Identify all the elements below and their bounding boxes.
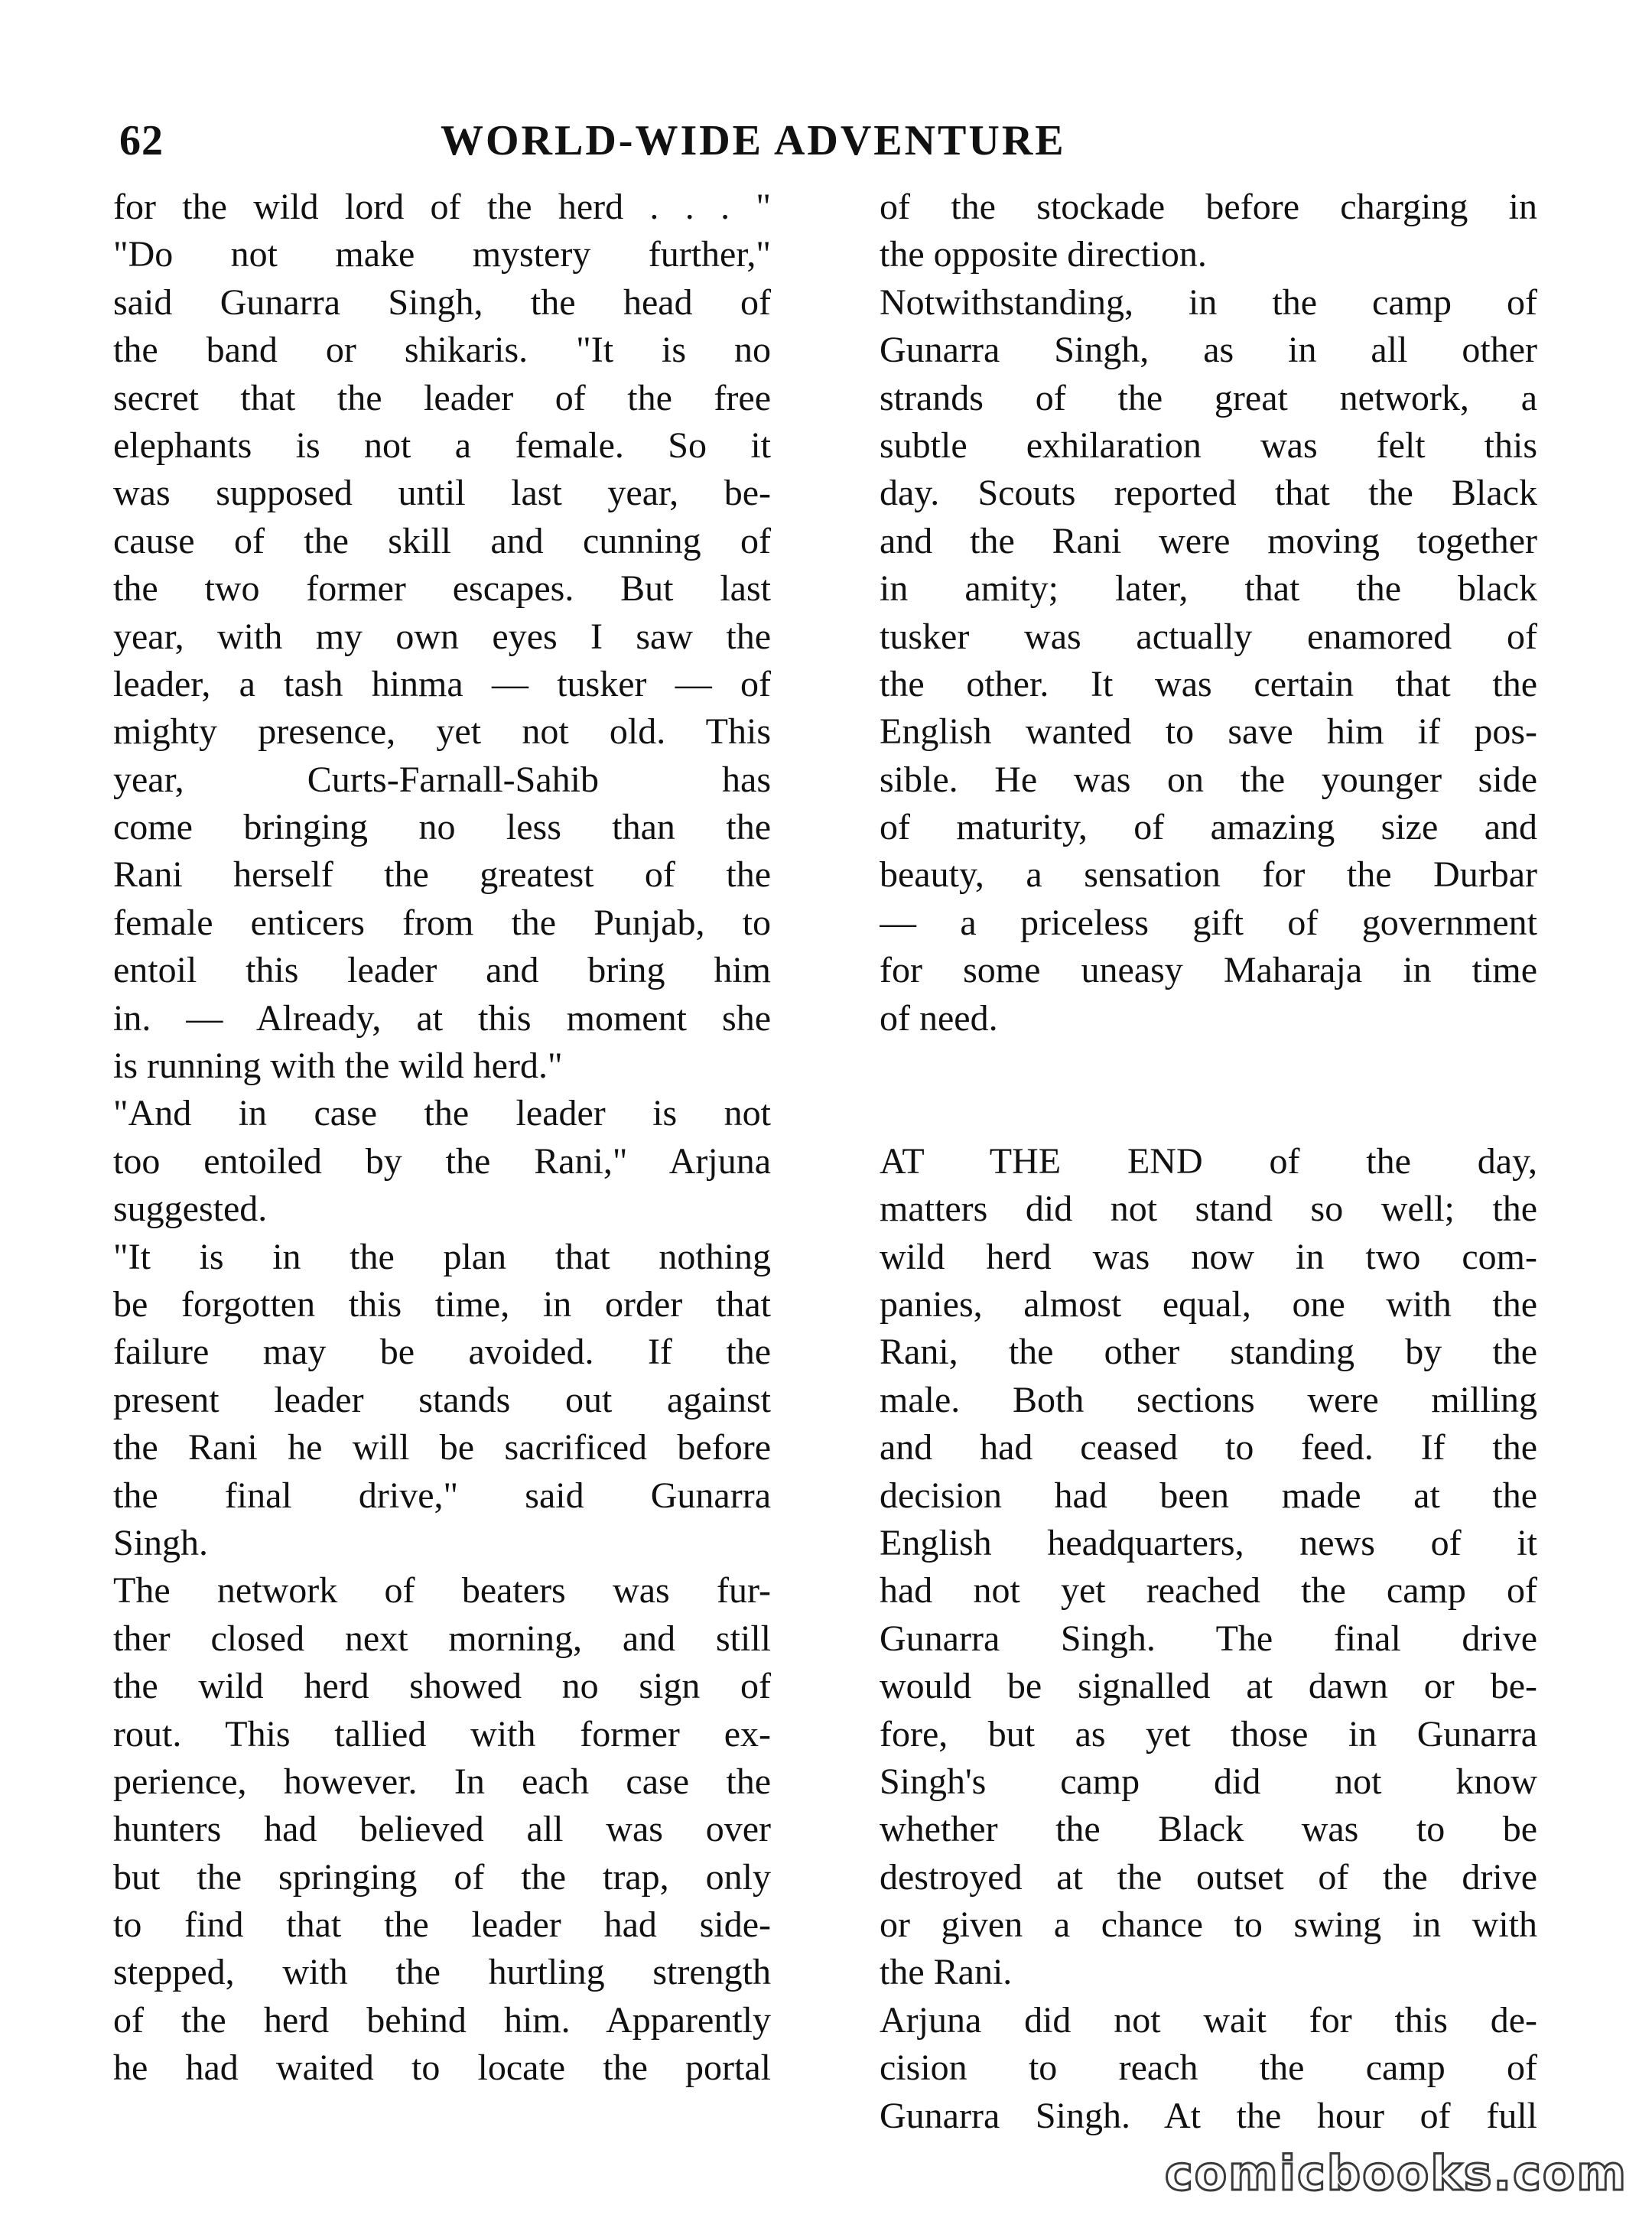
text-line: Rani, the other standing by the (880, 1332, 1537, 1373)
text-line: "It is in the plan that nothing (113, 1236, 771, 1277)
text-line: be forgotten this time, in order that (113, 1283, 771, 1325)
text-line: come bringing no less than the (113, 807, 771, 848)
text-line: he had waited to locate the portal (113, 2047, 771, 2089)
text-line: Singh's camp did not know (880, 1761, 1537, 1802)
text-line: the opposite direction. (880, 234, 1207, 275)
left-column (113, 184, 771, 2093)
text-line: Notwithstanding, in the camp of (880, 281, 1537, 323)
text-line: said Gunarra Singh, the head of (113, 281, 771, 323)
text-line: Gunarra Singh, as in all other (880, 330, 1537, 371)
text-line: would be signalled at dawn or be- (880, 1666, 1537, 1707)
section-break (880, 1042, 1537, 1138)
text-line: the two former escapes. But last (113, 568, 771, 610)
text-line: suggested. (113, 1189, 268, 1230)
text-line: year, Curts-Farnall-Sahib has (113, 759, 771, 800)
text-line: is running with the wild herd." (113, 1046, 563, 1087)
text-line: The network of beaters was fur- (113, 1570, 771, 1611)
text-line: "Do not make mystery further," (113, 234, 771, 275)
text-line: and the Rani were moving together (880, 520, 1537, 561)
text-line: — a priceless gift of government (880, 902, 1537, 943)
text-line: male. Both sections were milling (880, 1379, 1537, 1420)
text-line: wild herd was now in two com- (880, 1236, 1537, 1277)
text-line: ther closed next morning, and still (113, 1618, 771, 1659)
text-line: in amity; later, that the black (880, 568, 1537, 610)
text-line: beauty, a sensation for the Durbar (880, 854, 1537, 896)
text-line: for some uneasy Maharaja in time (880, 950, 1537, 991)
text-line: English wanted to save him if pos- (880, 711, 1537, 753)
text-line: the band or shikaris. "It is no (113, 330, 771, 371)
page-header (119, 116, 1534, 177)
text-line: had not yet reached the camp of (880, 1570, 1537, 1611)
running-title: WORLD-WIDE ADVENTURE (441, 117, 1066, 164)
text-line: Gunarra Singh. The final drive (880, 1618, 1537, 1659)
text-line: the wild herd showed no sign of (113, 1666, 771, 1707)
text-line: fore, but as yet those in Gunarra (880, 1713, 1537, 1755)
text-line: subtle exhilaration was felt this (880, 424, 1537, 466)
text-line: hunters had believed all was over (113, 1809, 771, 1850)
text-line: mighty presence, yet not old. This (113, 711, 771, 753)
text-line: in. — Already, at this moment she (113, 997, 771, 1039)
text-line: matters did not stand so well; the (880, 1189, 1537, 1230)
text-line: the Rani he will be sacrificed before (113, 1427, 771, 1468)
text-line: stepped, with the hurtling strength (113, 1952, 771, 1993)
text-line: secret that the leader of the free (113, 377, 771, 418)
text-line: or given a chance to swing in with (880, 1904, 1537, 1946)
text-line: failure may be avoided. If the (113, 1332, 771, 1373)
text-line: rout. This tallied with former ex- (113, 1713, 771, 1755)
text-line: AT THE END of the day, (880, 1140, 1537, 1182)
text-line: elephants is not a female. So it (113, 424, 771, 466)
text-line: entoil this leader and bring him (113, 950, 771, 991)
text-line: panies, almost equal, one with the (880, 1284, 1537, 1325)
text-line: for the wild lord of the herd . . . " (113, 187, 771, 227)
text-line: the final drive," said Gunarra (113, 1475, 771, 1516)
text-line: perience, however. In each case the (113, 1761, 771, 1802)
text-line: too entoiled by the Rani," Arjuna (113, 1140, 771, 1182)
text-line: tusker was actually enamored of (880, 616, 1537, 657)
right-column (880, 184, 1537, 2140)
text-line: the other. It was certain that the (880, 663, 1537, 704)
text-line: present leader stands out against (113, 1379, 771, 1420)
text-line: but the springing of the trap, only (113, 1856, 771, 1898)
text-line: of the stockade before charging in (880, 187, 1537, 227)
page-number: 62 (119, 117, 164, 164)
text-line: of need. (880, 997, 998, 1039)
text-line: cision to reach the camp of (880, 2047, 1537, 2089)
text-line: Gunarra Singh. At the hour of full (880, 2095, 1537, 2136)
text-line: whether the Black was to be (880, 1809, 1537, 1850)
text-line: "And in case the leader is not (113, 1093, 771, 1134)
text-line: sible. He was on the younger side (880, 759, 1537, 800)
text-line: of the herd behind him. Apparently (113, 1999, 771, 2041)
text-line: year, with my own eyes I saw the (113, 616, 771, 657)
text-line: of maturity, of amazing size and (880, 807, 1537, 848)
text-line: decision had been made at the (880, 1475, 1537, 1516)
watermark-logo: comicbooks.com (1164, 2145, 1628, 2201)
text-line: female enticers from the Punjab, to (113, 902, 771, 943)
text-line: Rani herself the greatest of the (113, 854, 771, 896)
text-line: was supposed until last year, be- (113, 473, 771, 514)
text-line: Arjuna did not wait for this de- (880, 1999, 1537, 2041)
text-line: to find that the leader had side- (113, 1904, 771, 1946)
text-line: and had ceased to feed. If the (880, 1427, 1537, 1468)
text-line: English headquarters, news of it (880, 1522, 1537, 1563)
text-line: cause of the skill and cunning of (113, 520, 771, 561)
text-line: destroyed at the outset of the drive (880, 1856, 1537, 1898)
text-line: the Rani. (880, 1952, 1013, 1993)
text-line: Singh. (113, 1522, 209, 1563)
text-line: day. Scouts reported that the Black (880, 473, 1537, 514)
text-line: strands of the great network, a (880, 377, 1537, 418)
text-line: leader, a tash hinma — tusker — of (113, 663, 771, 704)
